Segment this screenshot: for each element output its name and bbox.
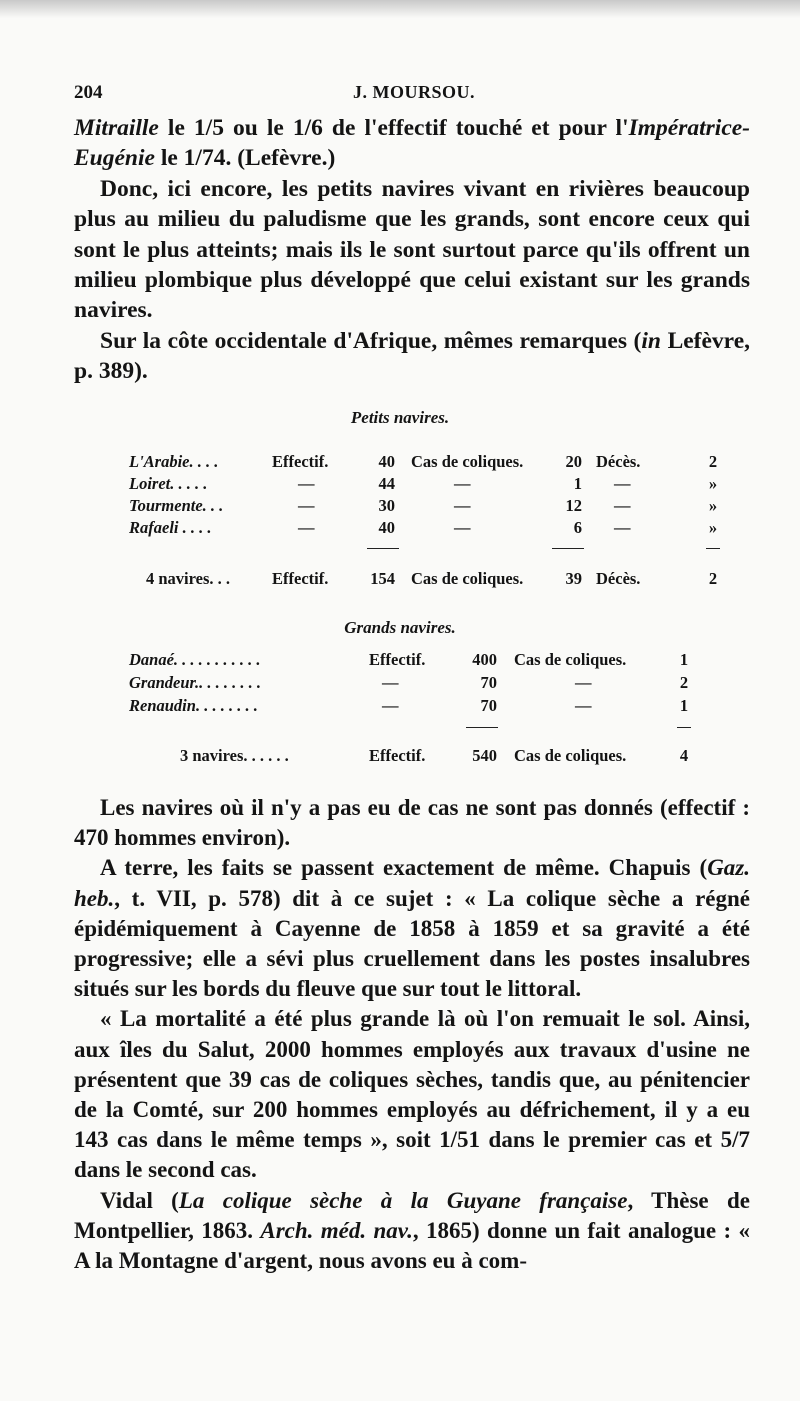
text-run: , Thèse de Montpellier, 1863.	[74, 1187, 750, 1243]
cas-value: 12	[565, 496, 582, 515]
effectif-label: Effectif.	[272, 569, 329, 588]
page-top-shadow	[0, 0, 800, 18]
ship-name: Grandeur.. . . . . . . .	[129, 673, 262, 692]
text-run-italic: La colique sèche à la Guyane française	[178, 1187, 628, 1213]
cas-value: 39	[565, 569, 582, 588]
text-run: A terre, les faits se passent exactement de même. Chapuis (	[100, 855, 708, 881]
paragraph-navires: Les navires où il n'y a pas eu de cas ne sont pas donnés (effectif : 470 hommes environ).	[74, 795, 750, 851]
effectif-label: Effectif.	[369, 650, 426, 669]
cas-value: 20	[565, 452, 582, 471]
text-run: , 1865) donne un fait analogue : « A la Montagne d'argent, nous avons eu à com-	[74, 1217, 751, 1274]
text-run: Lefèvre, p. 389).	[74, 327, 750, 385]
deces-value: »	[708, 496, 718, 515]
table-total-row	[0, 569, 800, 591]
cas-label: —	[454, 496, 471, 515]
effectif-label: —	[298, 496, 315, 515]
cas-label: Cas de coliques.	[411, 452, 524, 471]
effectif-value: 44	[378, 474, 395, 493]
text-run: le 1/74. (Lefèvre.)	[154, 145, 336, 172]
effectif-label: —	[382, 696, 399, 715]
deces-label: Décès.	[596, 452, 641, 471]
intro-text	[74, 113, 750, 387]
cas-label: Cas de coliques.	[514, 650, 627, 669]
deces-value: 4	[679, 746, 689, 765]
effectif-value: 70	[480, 696, 497, 715]
ship-name: Danaé. . . . . . . . . . .	[129, 650, 261, 669]
table-row	[0, 650, 800, 672]
table-row	[0, 673, 800, 695]
table-row	[0, 696, 800, 718]
paragraph-chapuis	[74, 853, 750, 1004]
effectif-value: 154	[370, 569, 395, 588]
effectif-label: Effectif.	[369, 746, 426, 765]
cas-value: 6	[573, 518, 582, 537]
effectif-value: 540	[472, 746, 497, 765]
text-run-italic: Gaz. heb.	[74, 855, 750, 911]
deces-value: »	[708, 518, 718, 537]
large-ships-title: Grands navires.	[344, 618, 456, 637]
page-number: 204	[74, 82, 103, 103]
intro-paragraph-2: Donc, ici encore, les petits navires vivant en rivières beaucoup plus au milieu du paludisme que les grands, sont encore ceux qui sont le plus atteints; mais ils le sont surtout parce qu'ils offrent un milieu plombique plus développé que celui existant sur les grands navires.	[74, 175, 750, 324]
paragraph-mortalite: « La mortalité a été plus grande là où l'on remuait le sol. Ainsi, aux îles du Salut, 2000 hommes employés aux travaux d'usine ne présentent que 39 cas de coliques sèches, tandis que, au pénitencier de la Comté, sur 200 hommes employés au défrichement, il y a eu 143 cas dans le même temps », soit 1/51 dans le premier cas et 5/7 dans le second cas.	[74, 1006, 750, 1183]
deces-label: Décès.	[596, 569, 641, 588]
text-run-italic: in	[641, 327, 661, 354]
table-row	[0, 518, 800, 540]
text-run: , t. VII, p. 578) dit à ce sujet : « La colique sèche a régné épidémiquement à Cayenne de 1858 à 1859 et sa gravité a été progressive; elle a sévi plus cruellement dans les postes insalubres situés sur les bords du fleuve que sur tout le littoral.	[74, 885, 750, 1002]
ship-name: L'Arabie. . . .	[129, 452, 219, 471]
text-run: Sur la côte occidentale d'Afrique, mêmes remarques (	[100, 327, 642, 354]
text-run: Vidal (	[100, 1187, 179, 1213]
effectif-label: —	[298, 518, 315, 537]
effectif-value: 30	[378, 496, 395, 515]
page-header	[74, 82, 754, 108]
text-run: le 1/5 ou le 1/6 de l'effectif touché et pour l'	[158, 115, 629, 141]
effectif-label: —	[298, 474, 315, 493]
cas-label: —	[454, 518, 471, 537]
ship-name: Rafaeli . . . .	[129, 518, 212, 537]
ship-name: Renaudin. . . . . . . .	[129, 696, 258, 715]
deces-label: —	[614, 474, 631, 493]
deces-value: »	[708, 474, 718, 493]
text-run-italic: Arch. méd. nav.	[260, 1217, 413, 1243]
cas-label: Cas de coliques.	[411, 569, 524, 588]
effectif-value: 40	[378, 452, 395, 471]
effectif-value: 40	[378, 518, 395, 537]
deces-value: 2	[708, 452, 718, 471]
table-row	[0, 452, 800, 474]
sum-rule	[552, 548, 584, 549]
deces-value: 2	[679, 673, 689, 692]
cas-label: —	[575, 696, 592, 715]
deces-value: 1	[679, 696, 689, 715]
sum-rule	[677, 727, 691, 728]
table-row	[0, 474, 800, 496]
ship-name-imperatrice: Impératrice-Eugénie	[74, 115, 750, 172]
deces-label: —	[614, 518, 631, 537]
sum-rule	[466, 727, 498, 728]
cas-label: Cas de coliques.	[514, 746, 627, 765]
deces-label: —	[614, 496, 631, 515]
effectif-value: 70	[480, 673, 497, 692]
deces-value: 1	[679, 650, 689, 669]
body-text-after-tables	[74, 793, 750, 1276]
effectif-value: 400	[472, 650, 497, 669]
paragraph-vidal	[74, 1186, 750, 1277]
intro-paragraph-3	[74, 326, 750, 387]
small-ships-title: Petits navires.	[350, 408, 450, 427]
table-total-row	[0, 746, 800, 768]
sum-rule	[367, 548, 399, 549]
ship-name-mitraille: Mitraille	[74, 115, 159, 141]
table-row	[0, 496, 800, 518]
intro-paragraph-1	[74, 113, 750, 174]
effectif-label: —	[382, 673, 399, 692]
total-label: 3 navires. . . . . .	[180, 746, 289, 765]
ship-name: Tourmente. . .	[129, 496, 224, 515]
cas-label: —	[575, 673, 592, 692]
effectif-label: Effectif.	[272, 452, 329, 471]
total-label: 4 navires. . .	[146, 569, 231, 588]
sum-rule	[706, 548, 720, 549]
cas-value: 1	[573, 474, 582, 493]
cas-label: —	[454, 474, 471, 493]
deces-value: 2	[708, 569, 718, 588]
running-title: J. MOURSOU.	[353, 82, 475, 102]
ship-name: Loiret. . . . .	[129, 474, 208, 493]
